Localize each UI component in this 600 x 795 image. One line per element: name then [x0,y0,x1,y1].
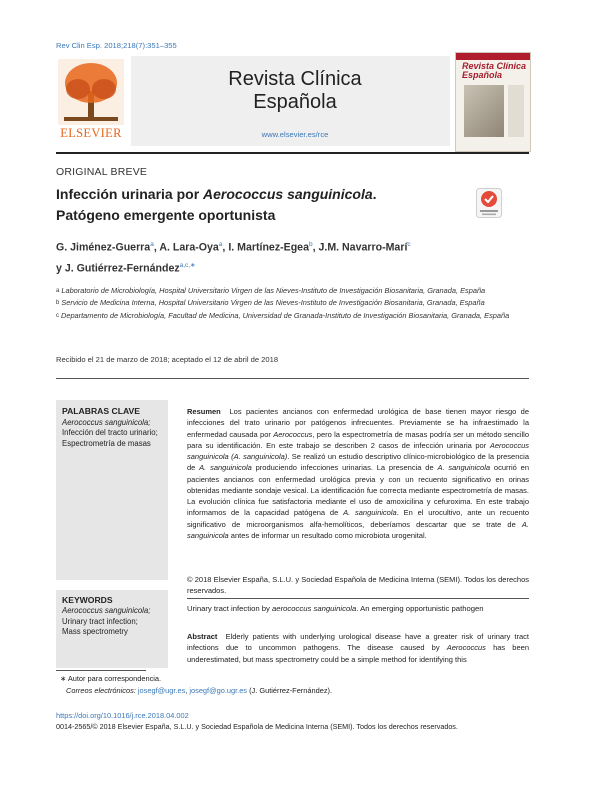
keyword-item: Mass spectrometry [62,627,128,637]
abstract-es-label: Resumen [187,407,221,416]
abstract-divider [56,378,529,379]
journal-url-link[interactable]: www.elsevier.es/rce [261,130,329,139]
abstract-en: Abstract Elderly patients with underlying urological disease have a greater risk of urinary tract infections due to uncommon pathogens. The disease caused by Aerococcus has been underestimated, but mass spectrometry could be a simple method for identifying this [187,632,529,664]
elsevier-tree-logo [56,57,126,137]
article-title: Infección urinaria por Aerococcus sanguinicola. Patógeno emergente oportunista [56,186,377,223]
keyword-item: Infección del tracto urinario; [62,428,158,438]
header-divider [56,152,529,154]
author-list: G. Jiménez-Guerra$^a$, A. Lara-Oya$^a$, I. Martínez-Egea$^b$, J.M. Navarro-Marí$^c$ y J. Gutiérrez-Fernández$^{a,c,∗}$ [56,241,411,275]
email-footnote: Correos electrónicos: josegf@ugr.es, josegf@go.ugr.es (J. Gutiérrez-Fernández). [66,686,333,695]
keywords-en-heading: KEYWORDS [62,595,113,605]
email-link[interactable]: josegf@ugr.es [137,686,186,695]
cover-title: Revista Clínica Española [462,61,527,80]
affiliation-item: c Departamento de Microbiología, Facultad de Medicina, Universidad de Granada-Instituto de Investigación Biosanitaria, Granada, España [56,310,510,320]
issn-copyright: 0014-2565/© 2018 Elsevier España, S.L.U. y Sociedad Española de Medicina Interna (SEMI). Todos los derechos reservados. [56,722,458,731]
abstract-es-copyright: © 2018 Elsevier España, S.L.U. y Sociedad Española de Medicina Interna (SEMI). Todos los derechos reservados. [187,575,529,596]
affiliation-item: a Laboratorio de Microbiología, Hospital Universitario Virgen de las Nieves-Instituto de Investigación Biosanitaria, Granada, España [56,286,486,295]
journal-cover-thumbnail [455,52,531,152]
received-dates: Recibido el 21 de marzo de 2018; aceptado el 12 de abril de 2018 [56,355,279,364]
doi-link[interactable]: https://doi.org/10.1016/j.rce.2018.04.002 [56,711,189,720]
affiliation-item: b Servicio de Medicina Interna, Hospital Universitario Virgen de las Nieves-Instituto de Investigación Biosanitaria, Granada, España [56,298,485,308]
keyword-item: Urinary tract infection; [62,616,138,626]
abstract-en-label: Abstract [187,632,218,641]
author[interactable]: J.M. Navarro-Marí [318,241,408,254]
corresponding-author-note: ∗ Autor para correspondencia. [60,674,162,683]
author[interactable]: A. Lara-Oya [159,241,219,254]
keyword-item: Aerococcus sanguinicola; [62,418,151,427]
english-divider [187,598,529,599]
author[interactable]: G. Jiménez-Guerra [56,241,151,254]
keyword-item: Espectrometría de masas [62,438,151,448]
author[interactable]: I. Martínez-Egea [228,241,309,254]
keywords-es-list [62,418,166,449]
keyword-item: Aerococcus sanguinicola; [62,606,151,615]
check-for-updates-button[interactable] [476,188,502,218]
affiliations [56,285,536,322]
elsevier-wordmark: ELSEVIER [60,126,122,140]
keywords-es-heading: PALABRAS CLAVE [62,406,140,416]
email-link[interactable]: josegf@go.ugr.es [189,686,248,695]
footnote-divider [56,670,146,671]
english-title: Urinary tract infection by aerococcus sanguinicola. An emerging opportunistic pathogen [187,604,484,613]
check-updates-icon [476,188,502,218]
journal-citation[interactable]: Rev Clin Esp. 2018;218(7):351–355 [56,41,177,50]
abstract-es: Resumen Los pacientes ancianos con enfermedad urológica de base tienen mayor riesgo de infecciones del trato urinario por patógenos infrecuentes. Previamente se ha infraestimado la enfermedad causada por Aerococcus, pero la espectrometría de masas podría ser un método sencillo para su identificación. En este trabajo se describen 2 casos de infección urinaria por Aerococcus sanguinicola (A. sanguinicola). Se realizó un estudio descriptivo clínico-microbiológico de la presencia de A. sanguinicola produciendo infecciones urinarias. La presencia de A. sanguinicola ocurrió en pacientes ancianos con enfermedad urológica previa y con un recuento significativo en orinas obtenidas mediante sondaje vesical. La identificación fue correcta mediante espectrometría de masas. La evolución clínica fue satisfactoria mediante el uso de amoxicilina y cefuroxima. En este trabajo informamos de la capacidad patógena de A. sanguinicola. En el urocultivo, ante un recuento significativo de microorganismos alfa-hemolíticos, deberíamos descartar que se trate de A. sanguinicola antes de informar un resultado como microbiota urogenital. [187,407,530,540]
journal-title-line2: Española [253,91,337,113]
journal-title [200,68,390,114]
section-label: ORIGINAL BREVE [56,166,148,178]
author[interactable]: y J. Gutiérrez-Fernández [56,262,180,275]
journal-title-line1: Revista Clínica [228,68,362,90]
keywords-en-list [62,606,166,638]
